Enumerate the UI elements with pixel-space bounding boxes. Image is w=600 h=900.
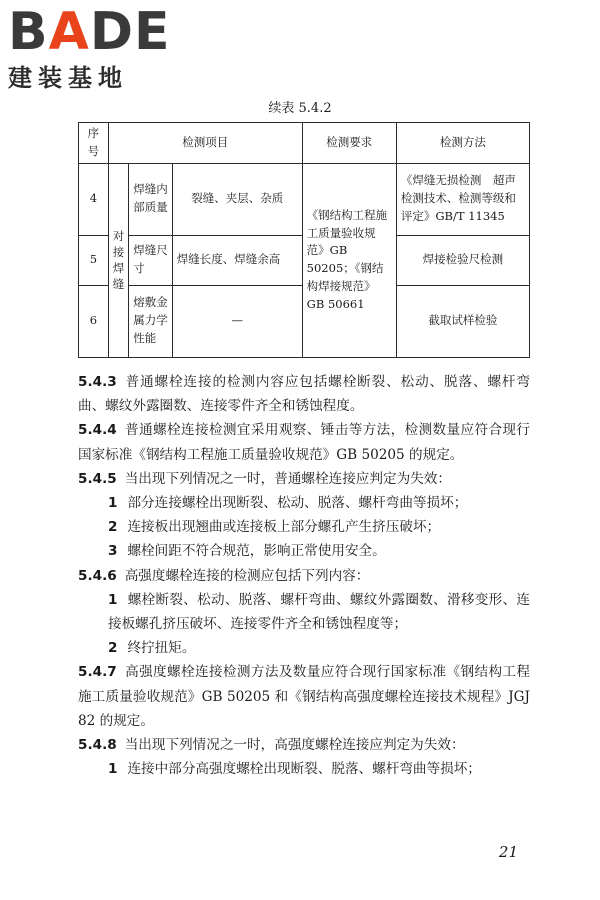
list-item: 3 螺栓间距不符合规范，影响正常使用安全。 <box>108 543 386 560</box>
logo-accent-letter: A <box>48 2 90 62</box>
group-label: 对接焊缝 <box>108 163 129 357</box>
row-seq: 4 <box>79 163 109 235</box>
list-item: 1 连接中部分高强度螺栓出现断裂、脱落、螺杆弯曲等损坏； <box>108 761 481 778</box>
row-seq: 5 <box>79 235 109 285</box>
row-detail: 焊缝长度、焊缝余高 <box>172 235 302 285</box>
list-item: 2 连接板出现翘曲或连接板上部分螺孔产生挤压破坏； <box>108 519 441 536</box>
paragraph-5-4-5: 5.4.5 当出现下列情况之一时，普通螺栓连接应判定为失效： <box>78 470 451 487</box>
row-method: 《焊缝无损检测 超声检测技术、检测等级和评定》GB/T 11345 <box>396 163 529 235</box>
brand-logo <box>8 4 171 93</box>
row-method: 焊接检验尺检测 <box>396 235 529 285</box>
row-seq: 6 <box>79 285 109 357</box>
row-detail: — <box>172 285 302 357</box>
table-caption: 续表 5.4.2 <box>268 101 332 116</box>
paragraph-5-4-3: 5.4.3 普通螺栓连接的检测内容应包括螺栓断裂、松动、脱落、螺杆弯曲、螺纹外露圈数、连接零件齐全和锈蚀程度。 <box>78 374 530 415</box>
document-body <box>78 370 530 781</box>
row-category: 熔敷金属力学性能 <box>129 285 173 357</box>
paragraph-5-4-8: 5.4.8 当出现下列情况之一时，高强度螺栓连接应判定为失效： <box>78 737 465 754</box>
row-method: 截取试样检验 <box>396 285 529 357</box>
paragraph-5-4-4: 5.4.4 普通螺栓连接检测宜采用观察、锤击等方法，检测数量应符合现行国家标准《钢结构工程施工质量验收规范》GB 50205 的规定。 <box>78 422 530 463</box>
header-item: 检测项目 <box>108 123 302 164</box>
logo-wordmark: BADE <box>8 2 171 62</box>
requirement-cell: 《钢结构工程施工质量验收规范》GB 50205；《钢结构焊接规范》GB 50661 <box>302 163 396 357</box>
page-number: 21 <box>498 843 518 861</box>
row-category: 焊缝内部质量 <box>129 163 173 235</box>
header-requirement: 检测要求 <box>302 123 396 164</box>
list-item: 1 螺栓断裂、松动、脱落、螺杆弯曲、螺纹外露圈数、滑移变形、连接板螺孔挤压破坏、连接零件齐全和锈蚀程度等； <box>108 591 530 633</box>
row-category: 焊缝尺寸 <box>129 235 173 285</box>
table-row <box>79 163 530 235</box>
list-item: 1 部分连接螺栓出现断裂、松动、脱落、螺杆弯曲等损坏； <box>108 495 468 512</box>
header-seq: 序号 <box>79 123 109 164</box>
list-item: 2 终拧扭矩。 <box>108 640 196 657</box>
header-method: 检测方法 <box>396 123 529 164</box>
logo-subtitle: 建装基地 <box>8 64 128 92</box>
row-detail: 裂缝、夹层、杂质 <box>172 163 302 235</box>
paragraph-5-4-6: 5.4.6 高强度螺栓连接的检测应包括下列内容： <box>78 567 370 584</box>
inspection-table <box>78 122 530 358</box>
table-header-row <box>79 123 530 164</box>
paragraph-5-4-7: 5.4.7 高强度螺栓连接检测方法及数量应符合现行国家标准《钢结构工程施工质量验收规范》GB 50205 和《钢结构高强度螺栓连接技术规程》JGJ 82 的规定。 <box>78 664 530 729</box>
